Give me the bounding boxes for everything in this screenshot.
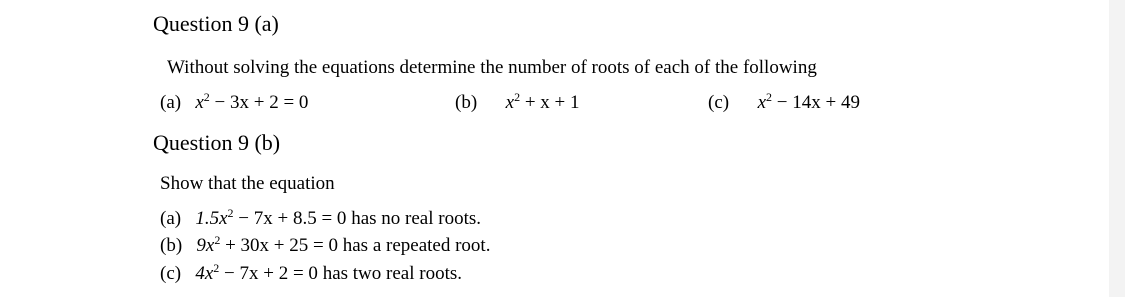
exponent: 2 xyxy=(227,206,234,220)
question-9a-instruction: Without solving the equations determine the number of roots of each of the following xyxy=(167,57,817,78)
part-label: (c) xyxy=(708,92,730,113)
equation-rest: − 7x + 2 = 0 xyxy=(219,263,318,284)
part-label: (b) xyxy=(160,235,183,256)
exponent: 2 xyxy=(514,90,521,104)
equation-rest: + 30x + 25 = 0 xyxy=(220,235,338,256)
question-9b-part-b xyxy=(160,229,490,257)
part-label: (a) xyxy=(160,92,182,113)
equation-rest: − 14x + 49 xyxy=(772,92,860,113)
equation-term: 1.5x xyxy=(195,208,228,229)
exponent: 2 xyxy=(213,261,220,275)
question-9b-part-a xyxy=(160,202,481,230)
equation-term: 4x xyxy=(195,263,214,284)
exponent: 2 xyxy=(203,90,210,104)
equation-rest: − 7x + 8.5 = 0 xyxy=(233,208,347,229)
part-label: (c) xyxy=(160,263,182,284)
question-9b-heading: Question 9 (b) xyxy=(153,130,281,155)
equation-claim: has two real roots. xyxy=(317,263,462,284)
equation-claim: has a repeated root. xyxy=(338,235,491,256)
exponent: 2 xyxy=(214,233,221,247)
equation-term: 9x xyxy=(196,235,215,256)
question-9a-part-c xyxy=(708,86,860,114)
question-9a-heading: Question 9 (a) xyxy=(153,11,279,36)
equation-term: x xyxy=(505,92,515,113)
page-edge-shade xyxy=(1109,0,1125,297)
equation-term: x xyxy=(757,92,767,113)
question-9b-part-c xyxy=(160,257,462,285)
equation-rest: + x + 1 xyxy=(520,92,580,113)
equation-claim: has no real roots. xyxy=(346,208,481,229)
equation-rest: − 3x + 2 = 0 xyxy=(209,92,309,113)
equation-term: x xyxy=(195,92,204,113)
exponent: 2 xyxy=(766,90,773,104)
part-label: (b) xyxy=(455,92,478,113)
question-9a-part-b xyxy=(455,86,580,114)
question-9a-part-a xyxy=(160,86,308,114)
part-label: (a) xyxy=(160,208,182,229)
question-9b-instruction: Show that the equation xyxy=(160,173,335,194)
